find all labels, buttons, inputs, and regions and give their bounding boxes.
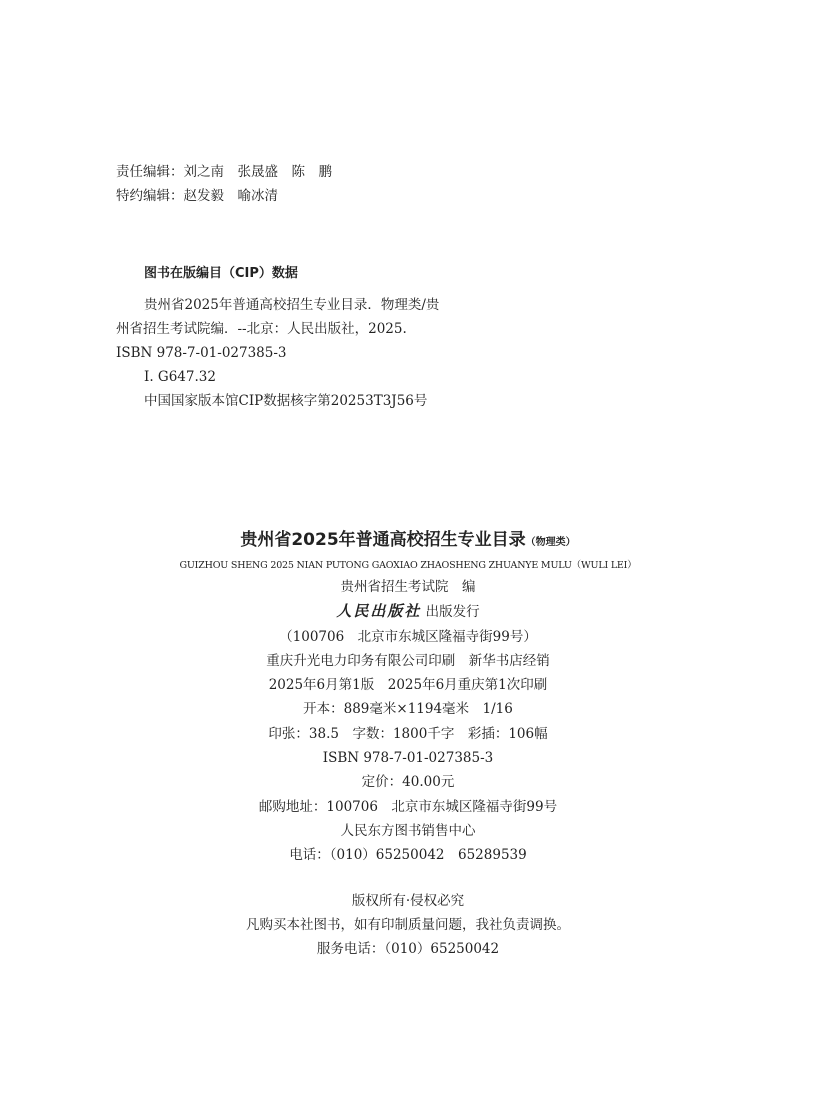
cip-line-isbn: ISBN 978-7-01-027385-3 — [116, 345, 287, 361]
publisher — [0, 599, 816, 624]
cip-line-1: 贵州省2025年普通高校招生专业目录．物理类/贵 — [144, 297, 440, 313]
responsible-editors: 责任编辑：刘之南 张晟盛 陈 鹏 — [116, 164, 332, 180]
book-title — [0, 528, 816, 555]
service-phone: 服务电话：（010）65250042 — [316, 941, 500, 958]
publisher-suffix: 出版发行 — [421, 604, 480, 621]
copyright: 版权所有·侵权必究 — [351, 892, 465, 909]
phone: 电话：（010）65250042 65289539 — [289, 847, 527, 864]
compiler: 贵州省招生考试院 编 — [340, 579, 476, 595]
cip-line-2: 州省招生考试院编．--北京：人民出版社，2025. — [116, 321, 407, 337]
book-title-main: 贵州省2025年普通高校招生专业目录 — [240, 530, 526, 550]
cip-title: 图书在版编目（CIP）数据 — [144, 266, 298, 281]
publisher-address: （100706 北京市东城区隆福寺街99号） — [279, 628, 537, 645]
mail-address: 邮购地址：100706 北京市东城区隆福寺街99号 — [258, 798, 558, 815]
book-title-pinyin: GUIZHOU SHENG 2025 NIAN PUTONG GAOXIAO ZHAOSHENG ZHUANYE MULU（WULI LEI） — [179, 560, 637, 571]
edition: 2025年6月第1版 2025年6月重庆第1次印刷 — [268, 677, 548, 694]
printer: 重庆升光电力印务有限公司印刷 新华书店经销 — [266, 652, 550, 669]
cip-block — [116, 262, 439, 413]
spacer — [0, 868, 816, 889]
special-editors: 特约编辑：赵发毅 喻冰清 — [116, 188, 278, 204]
publisher-logo: 人民出版社 — [336, 602, 422, 621]
cip-line-classification: Ⅰ. G647.32 — [144, 369, 216, 385]
quality-notice: 凡购买本社图书，如有印制质量问题，我社负责调换。 — [246, 916, 570, 933]
cip-line-record: 中国国家版本馆CIP数据核字第20253T3J56号 — [144, 393, 428, 409]
editors-block — [116, 160, 332, 208]
colophon — [0, 528, 816, 961]
sales-center: 人民东方图书销售中心 — [340, 822, 476, 839]
price: 定价：40.00元 — [361, 774, 455, 791]
sheets: 印张：38.5 字数：1800千字 彩插：106幅 — [268, 725, 548, 742]
format: 开本：889毫米×1194毫米 1/16 — [303, 701, 513, 718]
isbn: ISBN 978-7-01-027385-3 — [322, 750, 494, 767]
book-title-suffix: （物理类） — [525, 537, 576, 548]
